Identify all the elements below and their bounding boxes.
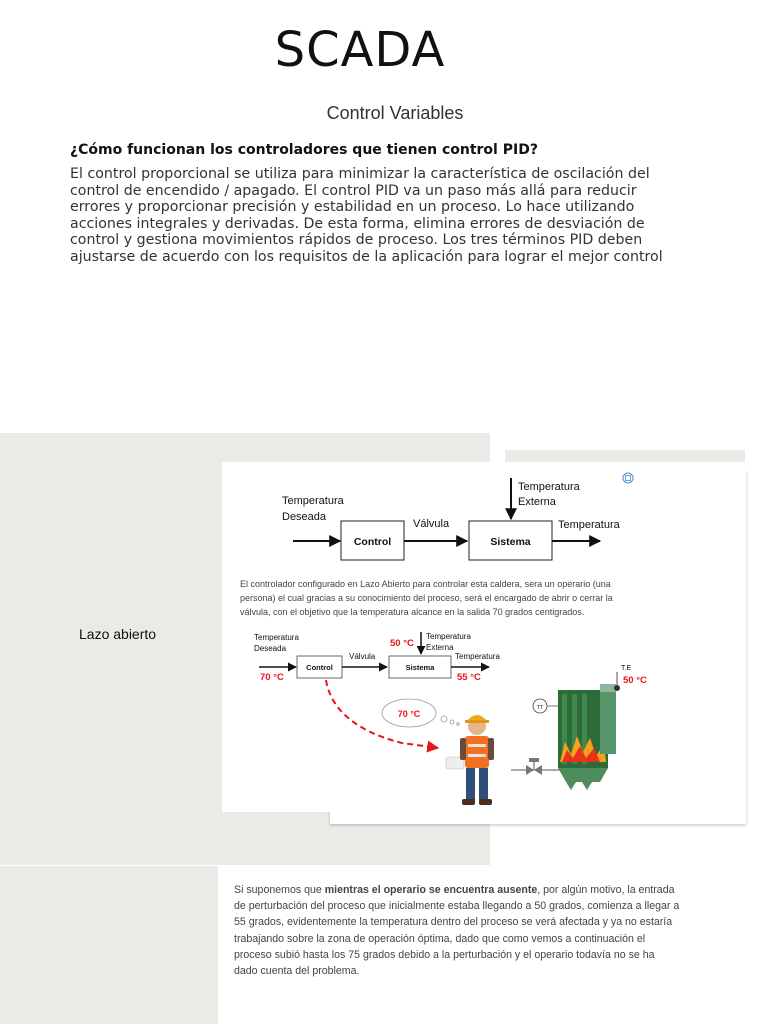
section-question: ¿Cómo funcionan los controladores que tienen control PID?	[70, 142, 538, 158]
figure-caption	[240, 577, 660, 619]
external-temp-label: Temperatura	[518, 481, 580, 493]
paragraph-line: 55 grados, evidentemente la temperatura dentro del proceso se verá afectada y ya no estaría	[234, 916, 673, 929]
output-temp-label: Temperatura	[558, 519, 620, 531]
external-temp-label: Externa	[518, 496, 556, 508]
line-text: , por algún motivo, la entrada	[537, 884, 675, 896]
small-ext-label: Temperatura	[426, 632, 471, 641]
thought-bubble	[382, 699, 459, 727]
setpoint-value: 70 °C	[260, 672, 284, 683]
paragraph-line: proceso subió hasta los 75 grados debido a la perturbación y el operario todavía no se ha	[234, 948, 655, 961]
lazo-abierto-label: Lazo abierto	[79, 626, 157, 642]
tt-label: TT	[536, 705, 544, 711]
diagram-input-label: Temperatura	[282, 495, 344, 507]
small-valve-label: Válvula	[349, 652, 376, 661]
small-ext-label: Externa	[426, 643, 454, 652]
body-line: control y gestiona movimientos rápidos de proceso. Los tres términos PID deben	[70, 232, 643, 248]
body-line: errores y proporcionar precisión y estabilidad en un proceso. Lo hace utilizando	[70, 199, 635, 215]
disturbance-paragraph	[234, 882, 700, 979]
paragraph-line: trabajando sobre la zona de operación óptima, dado que como vemos a continuación el	[234, 932, 646, 945]
paragraph-line: dado cuenta del problema.	[234, 965, 360, 978]
caption-line: El controlador configurado en Lazo Abierto para controlar esta caldera, sera un operario (una	[240, 579, 611, 589]
caption-line: válvula, con el objetivo que la temperatura alcance en la salida 70 grados centigrados.	[240, 607, 585, 617]
body-line: acciones integrales y derivadas. De esta forma, elimina errores de desviación de	[70, 215, 645, 232]
system-block-label: Sistema	[490, 536, 531, 548]
valve-label: Válvula	[413, 518, 450, 530]
small-input-label: Deseada	[254, 644, 287, 653]
paragraph-line	[234, 882, 700, 898]
caption-line: persona) el cual gracias a su conocimiento del proceso, será el encargado de abrir o cerrar la	[240, 593, 613, 603]
line-text-bold: mientras el operario se encuentra ausente	[324, 884, 538, 896]
boiler-illustration	[511, 672, 620, 790]
diagram-input-label: Deseada	[282, 511, 327, 523]
worker-illustration	[446, 715, 494, 805]
small-control-label: Control	[306, 663, 333, 672]
thought-value: 70 °C	[397, 709, 421, 719]
small-system-label: Sistema	[405, 663, 435, 672]
small-ext-value: 50 °C	[390, 638, 414, 649]
small-output-label: Temperatura	[455, 652, 500, 661]
page-subtitle: Control Variables	[326, 103, 464, 123]
expand-icon[interactable]	[623, 473, 633, 483]
body-line: control de encendido / apagado. El control PID va un paso más allá para reducir	[70, 182, 637, 199]
control-block-label: Control	[353, 536, 392, 548]
te-label: T.E	[621, 665, 632, 672]
paragraph-line: de perturbación del proceso que inicialmente estaba llegando a 50 grados, comienza a llegar a	[234, 900, 680, 913]
te-value: 50 °C	[623, 675, 647, 686]
small-input-label: Temperatura	[254, 633, 299, 642]
body-line: El control proporcional se utiliza para minimizar la característica de oscilación del	[70, 166, 650, 182]
line-text: Si suponemos que	[234, 884, 325, 896]
body-line: ajustarse de acuerdo con los requisitos de la aplicación para lograr el mejor control	[70, 248, 663, 265]
page-title: SCADA	[274, 22, 446, 78]
small-output-value: 55 °C	[457, 672, 481, 683]
